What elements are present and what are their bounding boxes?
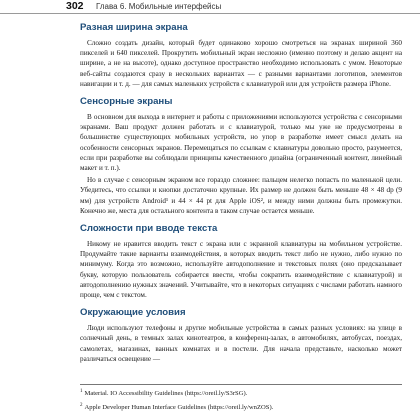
- section-heading: Сложности при вводе текста: [80, 223, 218, 235]
- paragraph: Но в случае с сенсорным экраном все гораздо сложнее: пальцем нелегко попасть по маленькой цели. Убедитесь, что ссылки и кнопки достаточно крупные. Их размер не должен быть меньше 48 × 48 dp (9 мм) для устройств Android¹ и 44 × 44 pt для Apple iOS², и между ними должны быть промежутки. Конечно же, места для остального контента в таком случае остается меньше.: [80, 176, 402, 215]
- section-heading: Окружающие условия: [80, 307, 186, 319]
- paragraph: В основном для выхода в интернет и работы с приложениями используются устройства с сенсорными экранами. Ваш продукт должен работать и с клавиатурой, только мы уже не предусмотрены в большинстве существующих мобильных устройств, но упор в разработке имеет смысл делать на особенности сенсорных экранов. Перемещаться по ссылкам с клавиатуры довольно просто, разумеется, если при разработке вы соблюдали принципы качественного дизайна (ограниченный контент, линейный макет и т. п.).: [80, 113, 402, 173]
- footnotes: [80, 384, 402, 413]
- page-number: 302: [66, 0, 84, 12]
- paragraph: Люди используют телефоны и другие мобильные устройства в самых разных условиях: на улице в солнечный день, в темных залах кинотеатров, в конференц-залах, в автомобилях, автобусах, поездах, самолетах, магазинах, ванных комнатах и в постели. Для начала представьте, насколько может различаться освещение —: [80, 324, 402, 363]
- footnote-mark: 1: [80, 389, 83, 394]
- section-heading: Разная ширина экрана: [80, 22, 188, 33]
- page-body: [80, 22, 402, 364]
- paragraph: Никому не нравится вводить текст с экрана или с экранной клавиатуры на мобильном устройстве. Продумайте такие варианты взаимодействия, в которых вводить текст либо не нужно, либо нужно по минимуму. Когда это возможно, используйте автодополнение и текстовых полях (оно предсказывает букву, которую пользователь собирается ввести, чтобы сократить взаимодействие с клавиатурой) и автодополнению нужных значений. Учитывайте, что в некоторых ситуациях с числами работать намного проще, чем с текстом.: [80, 240, 402, 300]
- page-header: [0, 0, 420, 14]
- paragraph: Сложно создать дизайн, который будет одинаково хорошо смотреться на экранах шириной 360 пикселей и 640 пикселей. Прокрутить мобильный экран несложно (именно поэтому и делаю акцент на ширине, а не на высоте), однако доступное пространство необходимо использовать с умом. Некоторые веб-сайты создаются сразу в нескольких вариантах — с разными вариантами логотипов, элементов навигации и т. д. — для самых маленьких устройств с клавиатурой или для устройств размера iPhone.: [80, 39, 402, 88]
- footnote-mark: 2: [80, 402, 83, 408]
- section-heading: Сенсорные экраны: [80, 96, 173, 108]
- footnote-text: Apple Developer Human Interface Guidelines (https://oreil.ly/wnZOS).: [84, 403, 274, 411]
- footnote-text: Material. IO Accessibility Guidelines (https://oreil.ly/S3rSG).: [84, 390, 248, 398]
- running-chapter-title: Глава 6. Мобильные интерфейсы: [96, 2, 222, 11]
- footnote: [80, 401, 402, 413]
- footnote: [80, 387, 402, 399]
